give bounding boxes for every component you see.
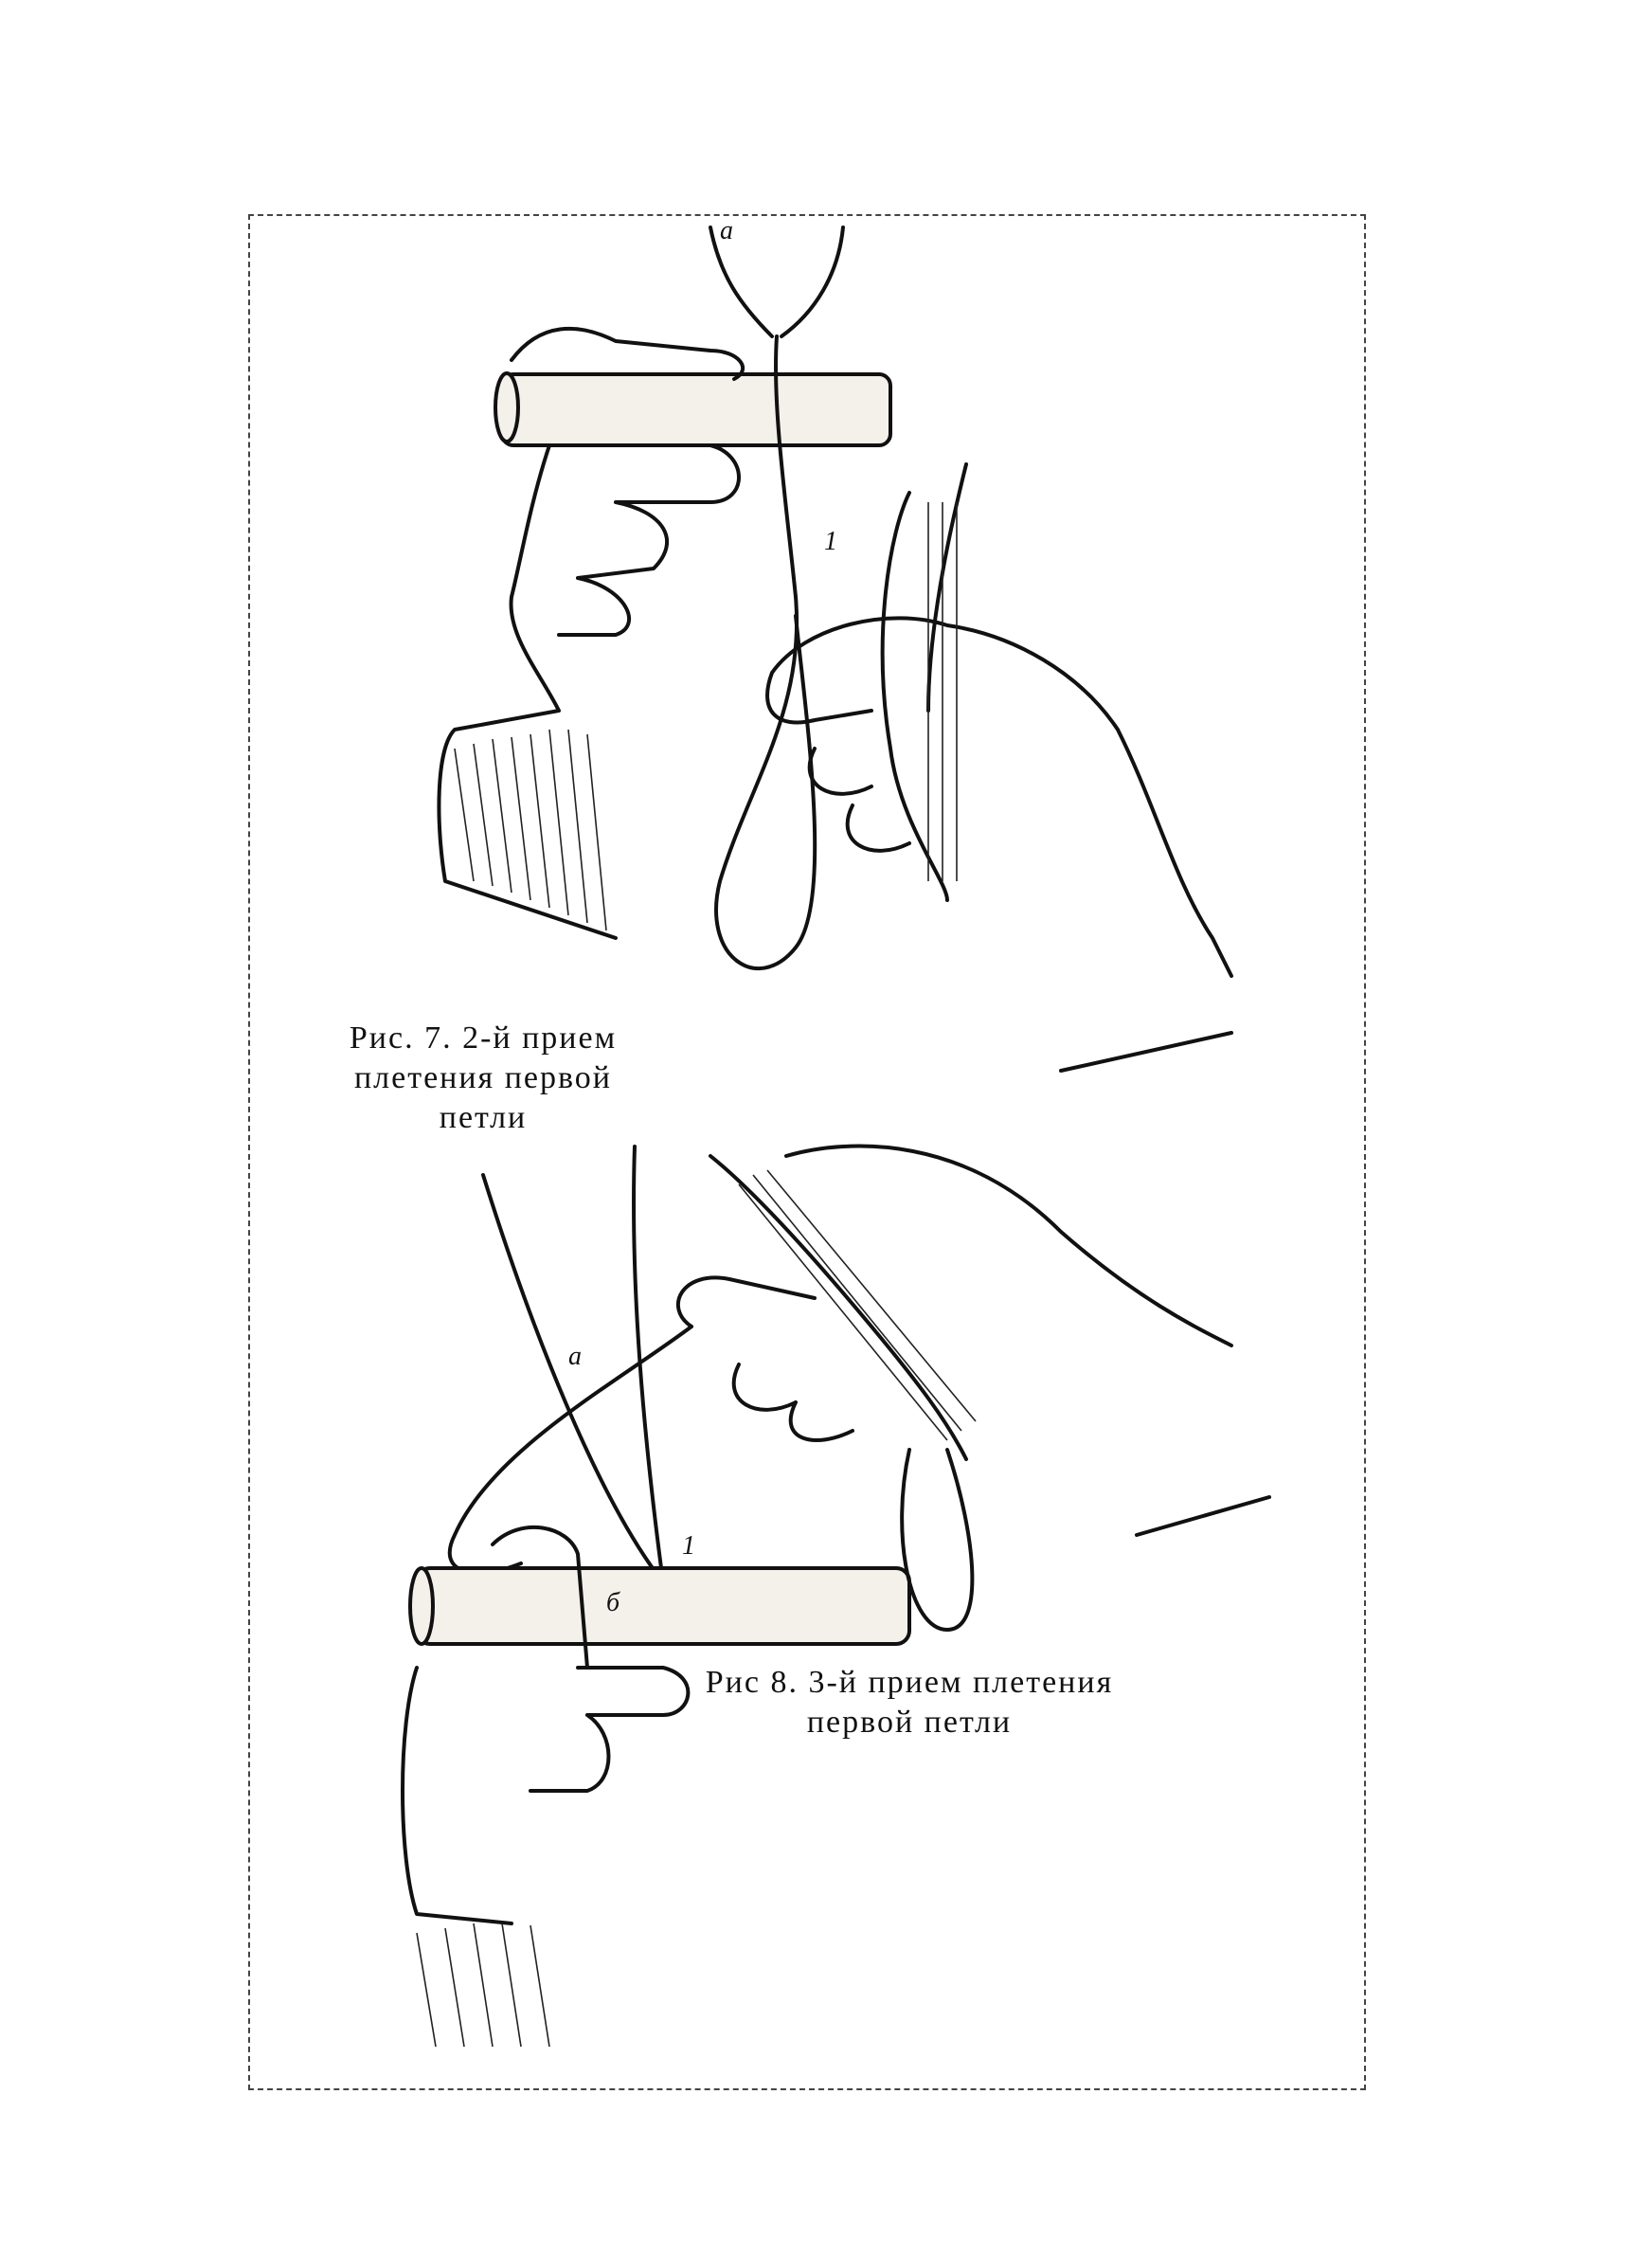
netting-stick bbox=[502, 374, 890, 445]
figure-8-caption-line-2: первой петли bbox=[806, 1705, 1013, 1740]
needle-hatching bbox=[928, 502, 957, 881]
label-b: б bbox=[606, 1588, 620, 1617]
loose-loop bbox=[902, 1450, 972, 1630]
figure-8-caption-line-1: Рис 8. 3-й прием плетения bbox=[705, 1665, 1114, 1700]
right-hand bbox=[678, 1147, 1269, 1535]
figure-8-drawing bbox=[379, 1137, 1307, 2066]
netting-needle bbox=[883, 464, 966, 900]
needle-hatching bbox=[739, 1170, 976, 1440]
left-sleeve-hatching bbox=[455, 730, 606, 930]
netting-stick bbox=[417, 1568, 909, 1644]
label-a: а bbox=[720, 218, 733, 245]
cord-a bbox=[483, 1175, 663, 1582]
figure-8-illustration bbox=[379, 1137, 1307, 2066]
right-hand bbox=[767, 618, 1231, 1071]
figure-7-caption-line-1: Рис. 7. 2-й прием bbox=[349, 1020, 618, 1056]
figure-7-caption bbox=[322, 1019, 644, 1138]
figure-7-drawing bbox=[398, 218, 1250, 1128]
figure-7-caption-line-2: плетения первой петли bbox=[353, 1060, 613, 1135]
label-1: 1 bbox=[824, 527, 837, 556]
label-1: 1 bbox=[682, 1531, 695, 1561]
left-sleeve-hatching bbox=[417, 1923, 549, 2047]
cord-end-right bbox=[781, 227, 843, 336]
figure-7-illustration bbox=[398, 218, 1250, 1128]
figure-8-caption bbox=[701, 1663, 1118, 1742]
label-a: а bbox=[568, 1342, 582, 1371]
